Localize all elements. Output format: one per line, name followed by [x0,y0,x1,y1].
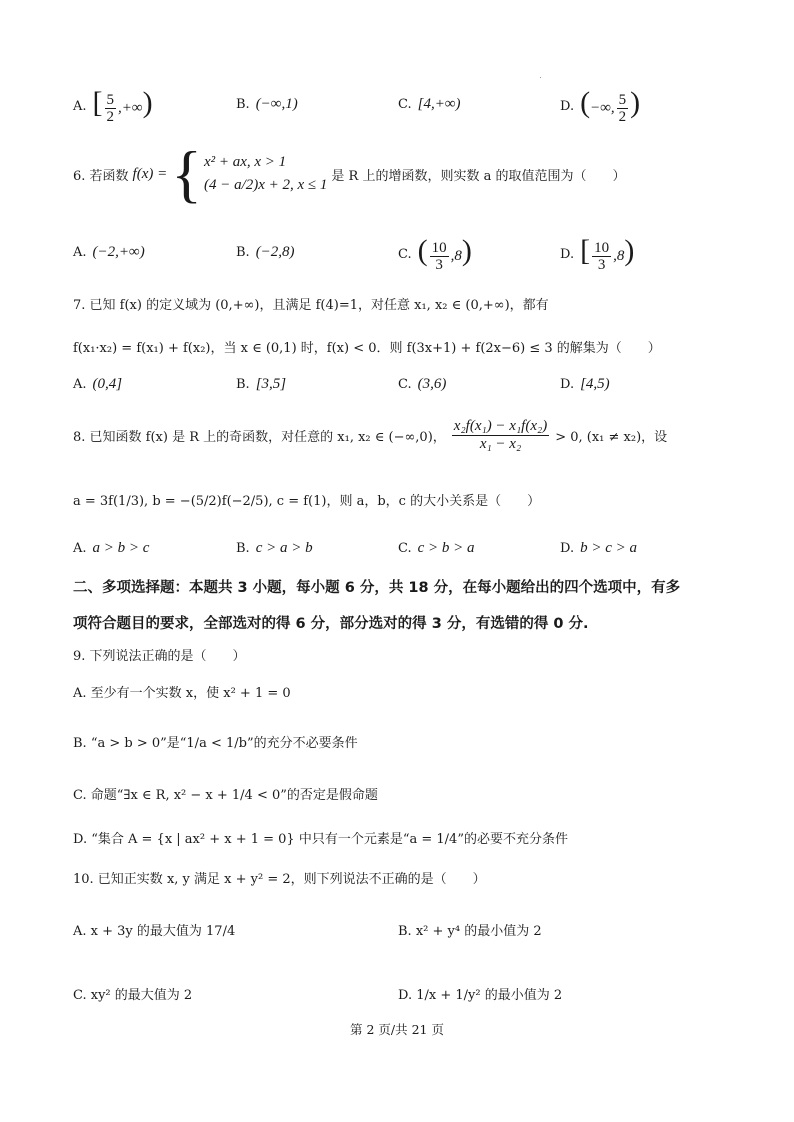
q6-case1: x² + ax, x > 1 [203,154,287,170]
q9-option-b[interactable]: B. “a > b > 0”是“1/a < 1/b”的充分不必要条件 [73,736,358,751]
q6-case2: (4 − a/2)x + 2, x ≤ 1 [203,177,328,193]
q6-options [0,234,794,274]
q6-option-d[interactable]: D. [ $\frac{10}{3}$ ,8) [560,234,635,274]
q6-option-a[interactable]: A. (−2,+∞) [73,244,145,260]
q10-stem: 10. 已知正实数 x, y 满足 x + y² = 2，则下列说法不正确的是（ ） [73,872,486,887]
q8-line1: 8. 已知函数 f(x) 是 R 上的奇函数，对任意的 x₁, x₂ ∈ (−∞,0)， $\frac{\text{x₂f(x₁) − x₁f(x₂)}}{\text{x₁ − x₂}}$ > 0, (x₁ ≠ x₂)，设 [73,418,668,452]
section2-line2: 项符合题目的要求，全部选对的得 6 分，部分选对的得 3 分，有选错的得 0 分. [73,616,589,632]
q9-option-c[interactable]: C. 命题“∃x ∈ R, x² − x + 1/4 < 0”的否定是假命题 [73,788,378,803]
section2-line1: 二、多项选择题：本题共 3 小题，每小题 6 分，共 18 分，在每小题给出的四个选项中，有多 [73,580,681,596]
q10-option-b[interactable]: B. x² + y⁴ 的最小值为 2 [398,924,542,939]
q9-stem: 9. 下列说法正确的是（ ） [73,649,246,664]
q6-option-b[interactable]: B. (−2,8) [236,244,295,260]
scan-dot [540,77,541,78]
q5-options [0,86,794,126]
q6-func: f(x) = [132,165,168,182]
q6-stem: 6. 若函数 f(x) = { x² + ax, x > 1 (4 − a/2)x + 2, x ≤ 1 是 R 上的增函数，则实数 a 的取值范围为（ ） [73,138,626,209]
q8-option-a[interactable]: A. a > b > c [73,540,150,556]
q7-line1: 7. 已知 f(x) 的定义域为 (0,+∞)，且满足 f(4)=1，对任意 x₁, x₂ ∈ (0,+∞)，都有 [73,298,549,313]
q9-option-a[interactable]: A. 至少有一个实数 x，使 x² + 1 = 0 [73,686,291,701]
q6-suffix: 是 R 上的增函数，则实数 a 的取值范围为（ ） [331,168,626,184]
q10-option-a[interactable]: A. x + 3y 的最大值为 17/4 [73,924,236,939]
q7-line2: f(x₁·x₂) = f(x₁) + f(x₂)，当 x ∈ (0,1) 时，f(x) < 0．则 f(3x+1) + f(2x−6) ≤ 3 的解集为（ ） [73,341,661,356]
q6-option-c[interactable]: C. ( $\frac{10}{3}$ ,8) [398,234,472,274]
q7-option-c[interactable]: C. (3,6) [398,376,447,392]
q5-option-d[interactable]: D. (−∞, $\frac{5}{2}$ ) [560,86,641,126]
q7-option-b[interactable]: B. [3,5] [236,376,287,392]
q8-option-b[interactable]: B. c > a > b [236,540,313,556]
q8-options [0,540,794,570]
q7-option-d[interactable]: D. [4,5) [560,376,610,392]
q7-option-a[interactable]: A. (0,4] [73,376,123,392]
q8-line2: a = 3f(1/3), b = −(5/2)f(−2/5), c = f(1)，则 a，b，c 的大小关系是（ ） [73,494,541,509]
q9-option-d[interactable]: D. “集合 A = {x | ax² + x + 1 = 0} 中只有一个元素是“a = 1/4”的必要不充分条件 [73,832,568,847]
q5-option-a[interactable]: A. [ $\frac{5}{2}$ ,+∞) [73,86,153,126]
q7-options [0,376,794,406]
q5-option-c[interactable]: C. [4,+∞) [398,96,461,112]
q10-option-c[interactable]: C. xy² 的最大值为 2 [73,988,193,1003]
q6-prefix: 6. 若函数 [73,168,129,184]
page-footer: 第 2 页/共 21 页 [350,1022,444,1037]
q10-option-d[interactable]: D. 1/x + 1/y² 的最小值为 2 [398,988,563,1003]
q5-option-b[interactable]: B. (−∞,1) [236,96,298,112]
q8-option-d[interactable]: D. b > c > a [560,540,637,556]
q8-option-c[interactable]: C. c > b > a [398,540,475,556]
